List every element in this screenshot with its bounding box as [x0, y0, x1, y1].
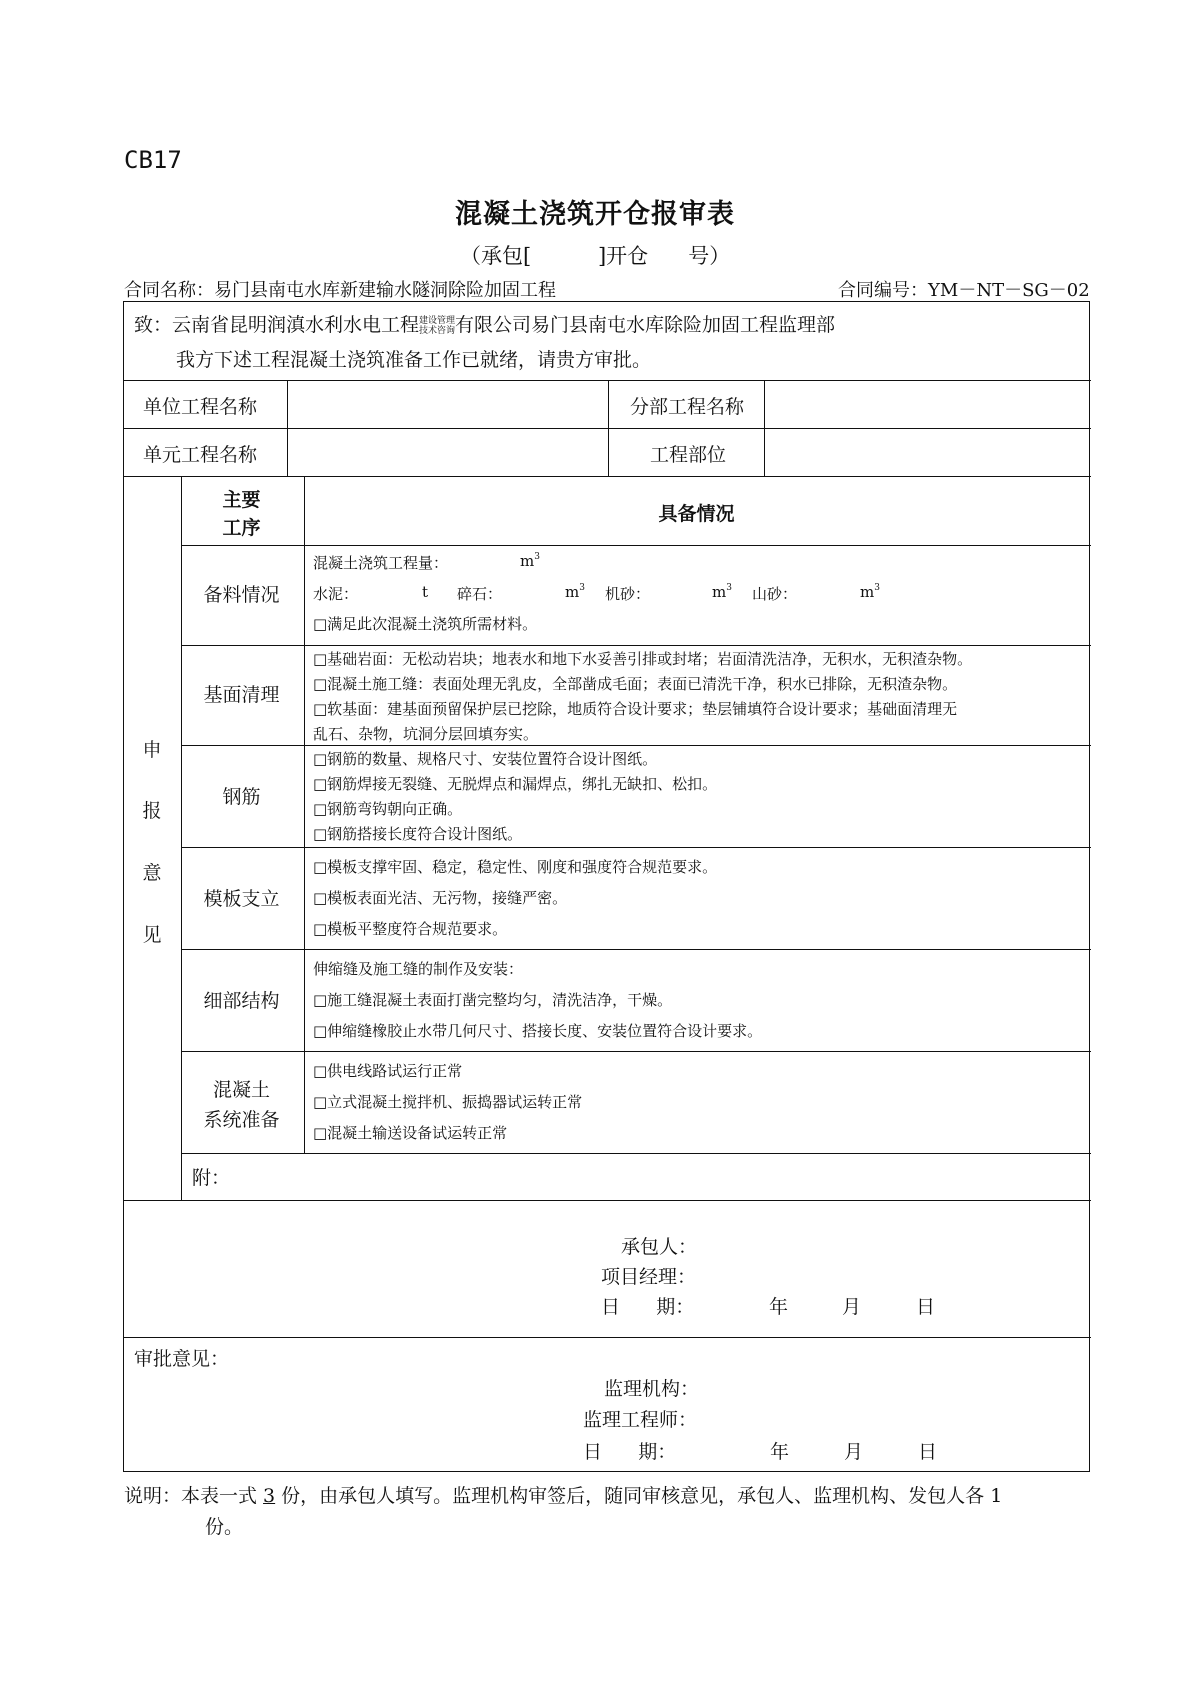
foundation-line-4: 乱石、杂物，坑洞分层回填夯实。	[313, 725, 539, 743]
contractor-month: 月	[842, 1296, 862, 1318]
side-label-char-2: 报	[142, 800, 162, 822]
note-suffix: 份，由承包人填写。监理机构审签后，随同审核意见，承包人、监理机构、发包人各 1	[275, 1485, 1003, 1507]
rebar-line-4: □钢筋搭接长度符合设计图纸。	[313, 825, 523, 843]
approval-day: 日	[918, 1441, 938, 1463]
col-header-process-2: 工序	[222, 517, 261, 539]
row-label-system-2: 系统准备	[203, 1109, 280, 1131]
details-line-2: □施工缝混凝土表面打凿完整均匀，清洗洁净，干燥。	[313, 991, 673, 1009]
cement-unit: t	[422, 583, 429, 601]
approval-month: 月	[844, 1441, 864, 1463]
foundation-line-3: □软基面：建基面预留保护层已挖除，地质符合设计要求；垫层铺填符合设计要求；基础面清理无	[313, 700, 958, 718]
side-label-char-4: 见	[142, 924, 162, 946]
rebar-line-3: □钢筋弯钩朝向正确。	[313, 800, 463, 818]
contract-name: 合同名称：易门县南屯水库新建输水隧洞除险加固工程	[124, 280, 556, 301]
concrete-volume-unit: $m^3$	[520, 552, 540, 570]
approval-year: 年	[770, 1441, 790, 1463]
col-header-status: 具备情况	[658, 503, 735, 525]
row-label-rebar: 钢筋	[222, 786, 261, 808]
unit-project-label: 单位工程名称	[143, 396, 258, 418]
mountain-sand-label: 山砂：	[752, 585, 798, 603]
attachment-label: 附：	[192, 1167, 231, 1189]
machine-sand-label: 机砂：	[605, 585, 651, 603]
cement-label: 水泥：	[313, 585, 359, 603]
row-label-details: 细部结构	[203, 990, 280, 1012]
sub-project-label: 分部工程名称	[630, 396, 745, 418]
note-copies: 3	[263, 1485, 276, 1507]
concrete-volume-label: 混凝土浇筑工程量：	[313, 554, 449, 572]
system-line-2: □立式混凝土搅拌机、振捣器试运转正常	[313, 1093, 583, 1111]
row-label-materials: 备料情况	[203, 584, 280, 606]
formwork-line-1: □模板支撑牢固、稳定，稳定性、刚度和强度符合规范要求。	[313, 858, 718, 876]
addressee-prefix: 致：云南省昆明润滇水利水电工程	[134, 314, 420, 336]
details-line-3: □伸缩缝橡胶止水带几何尺寸、搭接长度、安装位置符合设计要求。	[313, 1022, 763, 1040]
row-label-formwork: 模板支立	[203, 888, 280, 910]
note-prefix: 说明：本表一式	[124, 1485, 264, 1507]
addressee-small-bottom: 技术咨询	[419, 326, 456, 336]
system-line-1: □供电线路试运行正常	[313, 1062, 463, 1080]
rebar-line-1: □钢筋的数量、规格尺寸、安装位置符合设计图纸。	[313, 750, 658, 768]
approval-date-label: 日 期：	[583, 1441, 677, 1463]
foundation-line-2: □混凝土施工缝：表面处理无乳皮，全部凿成毛面；表面已清洗干净，积水已排除，无积渣杂物。	[313, 675, 958, 693]
contractor-label: 承包人：	[621, 1236, 698, 1258]
addressee-line	[134, 310, 835, 337]
contract-number: 合同编号：YM－NT－SG－02	[838, 280, 1090, 301]
foundation-line-1: □基础岩面：无松动岩块；地表水和地下水妥善引排或封堵；岩面清洗洁净，无积水，无积渣杂物。	[313, 650, 973, 668]
note-line-1	[124, 1481, 1002, 1508]
supervision-org-label: 监理机构：	[604, 1378, 700, 1400]
formwork-line-2: □模板表面光洁、无污物，接缝严密。	[313, 889, 568, 907]
row-label-system-1: 混凝土	[212, 1079, 270, 1101]
rebar-line-2: □钢筋焊接无裂缝、无脱焊点和漏焊点，绑扎无缺扣、松扣。	[313, 775, 718, 793]
machine-sand-unit: $m^3$	[712, 583, 732, 601]
addressee-small-note	[419, 316, 455, 336]
formwork-line-3: □模板平整度符合规范要求。	[313, 920, 508, 938]
system-line-3: □混凝土输送设备试运转正常	[313, 1124, 508, 1142]
page-title: 混凝土浇筑开仓报审表	[455, 199, 735, 230]
contractor-day: 日	[916, 1296, 936, 1318]
side-label-char-3: 意	[142, 862, 162, 884]
form-code: CB17	[124, 146, 182, 174]
side-label-char-1: 申	[142, 739, 162, 761]
note-line-2: 份。	[205, 1516, 244, 1538]
approval-label: 审批意见：	[134, 1348, 230, 1370]
materials-check: □满足此次混凝土浇筑所需材料。	[313, 615, 538, 633]
addressee-small-top: 建设管理	[419, 316, 456, 326]
contractor-year: 年	[769, 1296, 789, 1318]
col-header-process-1: 主要	[222, 489, 261, 511]
ready-statement: 我方下述工程混凝土浇筑准备工作已就绪，请贵方审批。	[176, 349, 652, 371]
supervision-engineer-label: 监理工程师：	[583, 1409, 698, 1431]
mountain-sand-unit: $m^3$	[860, 583, 880, 601]
addressee-suffix: 有限公司易门县南屯水库除险加固工程监理部	[455, 314, 836, 336]
gravel-label: 碎石：	[457, 585, 503, 603]
element-project-label: 单元工程名称	[143, 444, 258, 466]
gravel-unit: $m^3$	[565, 583, 585, 601]
row-label-foundation: 基面清理	[203, 684, 280, 706]
details-line-1: 伸缩缝及施工缝的制作及安装：	[313, 960, 524, 978]
project-manager-label: 项目经理：	[601, 1266, 697, 1288]
form-subtitle: （承包[ ]开仓 号）	[460, 244, 731, 268]
location-label: 工程部位	[650, 444, 727, 466]
contractor-date-label: 日 期：	[601, 1296, 695, 1318]
